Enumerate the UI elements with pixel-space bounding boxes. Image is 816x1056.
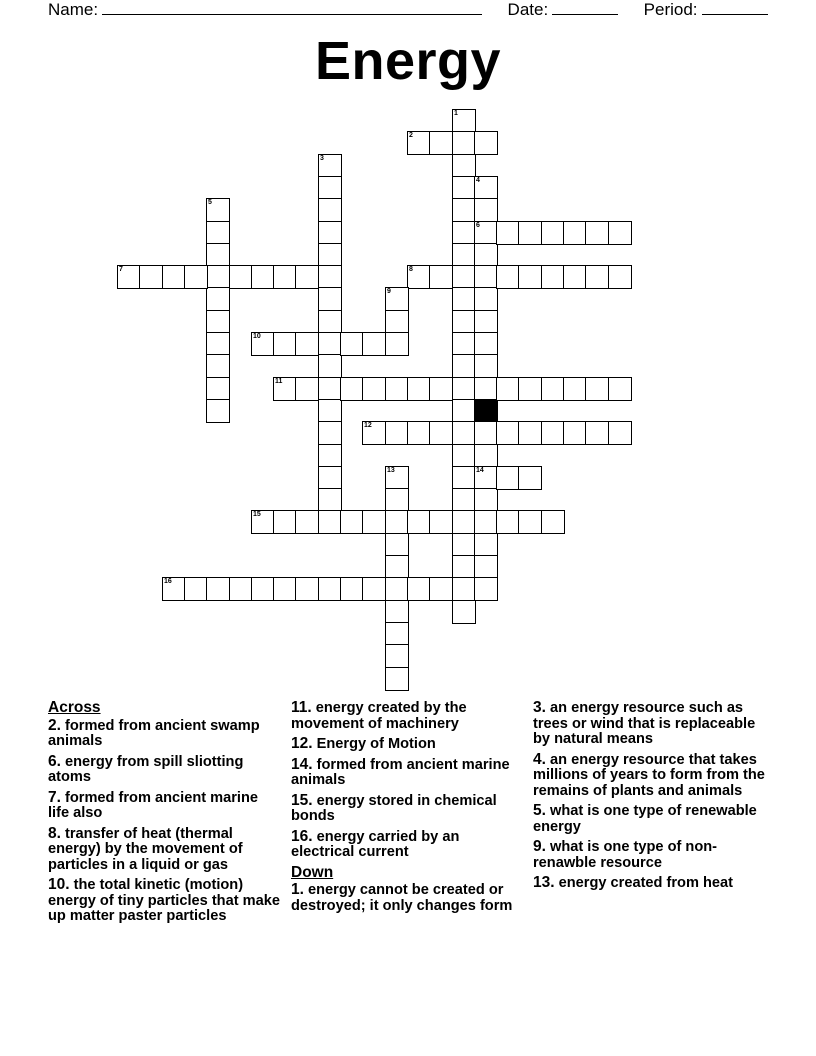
grid-cell[interactable] — [608, 377, 632, 401]
grid-cell[interactable] — [251, 332, 275, 356]
grid-cell[interactable] — [518, 377, 542, 401]
clue-number: 12. — [291, 735, 313, 752]
grid-cell[interactable] — [206, 577, 230, 601]
grid-cell[interactable] — [139, 265, 163, 289]
grid-cell[interactable] — [340, 332, 364, 356]
cell-number: 8 — [409, 266, 413, 273]
across-clue — [291, 829, 519, 861]
clue-number: 8. — [48, 824, 61, 842]
grid-cell[interactable] — [452, 176, 476, 200]
grid-cell[interactable] — [206, 221, 230, 245]
grid-cell[interactable] — [452, 198, 476, 222]
grid-cell[interactable] — [474, 198, 498, 222]
grid-cell[interactable] — [385, 555, 409, 579]
grid-cell[interactable] — [563, 221, 587, 245]
grid-cell[interactable] — [117, 265, 141, 289]
grid-cell[interactable] — [474, 533, 498, 557]
grid-cell[interactable] — [452, 154, 476, 178]
grid-cell[interactable] — [206, 287, 230, 311]
grid-cell[interactable] — [496, 466, 520, 490]
down-clue — [533, 803, 773, 835]
grid-cell[interactable] — [385, 488, 409, 512]
grid-cell[interactable] — [251, 265, 275, 289]
grid-cell[interactable] — [318, 243, 342, 267]
cell-number: 10 — [253, 333, 261, 340]
grid-cell[interactable] — [452, 533, 476, 557]
clue-text: the total kinetic (motion) energy of tiny particles that make up matter paster particles — [48, 877, 280, 924]
grid-cell[interactable] — [474, 577, 498, 601]
grid-cell[interactable] — [585, 377, 609, 401]
grid-cell[interactable] — [608, 265, 632, 289]
cell-number: 12 — [364, 422, 372, 429]
grid-cell[interactable] — [362, 421, 386, 445]
clue-text: energy created by the movement of machinery — [291, 700, 467, 732]
clue-text: Energy of Motion — [316, 736, 436, 752]
grid-cell[interactable] — [362, 510, 386, 534]
down-clue — [533, 839, 773, 871]
clue-text: what is one type of non-renawble resource — [533, 839, 718, 871]
clue-number: 2. — [48, 716, 61, 734]
grid-cell[interactable] — [385, 332, 409, 356]
across-clue — [291, 736, 519, 753]
grid-cell[interactable] — [541, 377, 565, 401]
clue-text: formed from ancient swamp animals — [48, 717, 260, 749]
grid-cell[interactable] — [474, 466, 498, 490]
grid-cell[interactable] — [407, 421, 431, 445]
grid-cell[interactable] — [318, 198, 342, 222]
clue-text: formed from ancient marine animals — [291, 756, 510, 788]
grid-cell[interactable] — [474, 265, 498, 289]
cell-number: 9 — [387, 288, 391, 295]
grid-cell[interactable] — [452, 265, 476, 289]
grid-cell[interactable] — [563, 265, 587, 289]
grid-cell[interactable] — [452, 444, 476, 468]
down-clue — [533, 700, 773, 748]
grid-cell[interactable] — [474, 510, 498, 534]
grid-cell[interactable] — [318, 221, 342, 245]
grid-cell[interactable] — [452, 466, 476, 490]
grid-cell[interactable] — [474, 287, 498, 311]
grid-cell[interactable] — [318, 510, 342, 534]
clue-number: 3. — [533, 699, 546, 716]
clue-text: energy from spill sliotting atoms — [48, 753, 244, 785]
grid-cell[interactable] — [385, 310, 409, 334]
grid-cell[interactable] — [474, 377, 498, 401]
clues-column-2 — [291, 700, 519, 918]
cell-number: 11 — [275, 378, 283, 385]
grid-cell[interactable] — [295, 332, 319, 356]
grid-cell[interactable] — [608, 421, 632, 445]
across-header: Across — [48, 699, 101, 716]
grid-cell[interactable] — [206, 354, 230, 378]
grid-cell[interactable] — [496, 510, 520, 534]
grid-cell[interactable] — [429, 377, 453, 401]
grid-cell[interactable] — [385, 377, 409, 401]
grid-cell[interactable] — [162, 577, 186, 601]
grid-cell[interactable] — [206, 399, 230, 423]
grid-cell[interactable] — [474, 354, 498, 378]
cell-number: 14 — [476, 467, 484, 474]
clue-number: 16. — [291, 827, 313, 845]
grid-cell[interactable] — [206, 310, 230, 334]
grid-cell[interactable] — [452, 555, 476, 579]
grid-cell[interactable] — [518, 510, 542, 534]
grid-cell[interactable] — [452, 577, 476, 601]
grid-cell[interactable] — [318, 466, 342, 490]
grid-cell[interactable] — [452, 421, 476, 445]
clue-number: 1. — [291, 881, 304, 898]
across-clue — [48, 754, 280, 786]
grid-cell[interactable] — [429, 510, 453, 534]
grid-cell[interactable] — [496, 377, 520, 401]
clue-text: energy cannot be created or destroyed; it only changes form — [291, 882, 513, 914]
grid-cell[interactable] — [518, 421, 542, 445]
grid-cell[interactable] — [585, 221, 609, 245]
grid-cell[interactable] — [608, 221, 632, 245]
grid-cell[interactable] — [407, 131, 431, 155]
grid-cell[interactable] — [273, 577, 297, 601]
grid-cell[interactable] — [385, 466, 409, 490]
grid-cell[interactable] — [340, 377, 364, 401]
across-clue — [48, 790, 280, 822]
grid-cell[interactable] — [585, 265, 609, 289]
grid-cell[interactable] — [273, 332, 297, 356]
grid-cell[interactable] — [474, 444, 498, 468]
grid-cell[interactable] — [385, 287, 409, 311]
grid-cell[interactable] — [206, 198, 230, 222]
grid-cell[interactable] — [385, 600, 409, 624]
grid-cell[interactable] — [496, 265, 520, 289]
across-clue — [48, 718, 280, 750]
grid-cell[interactable] — [362, 332, 386, 356]
grid-cell[interactable] — [385, 667, 409, 691]
grid-cell[interactable] — [541, 265, 565, 289]
grid-cell[interactable] — [318, 421, 342, 445]
grid-cell[interactable] — [452, 510, 476, 534]
grid-cell[interactable] — [295, 577, 319, 601]
clue-text: energy carried by an electrical current — [291, 828, 460, 860]
grid-cell[interactable] — [563, 377, 587, 401]
grid-cell[interactable] — [563, 421, 587, 445]
grid-cell[interactable] — [318, 176, 342, 200]
down-clue — [533, 875, 773, 892]
across-clue — [48, 826, 280, 874]
clue-number: 6. — [48, 752, 61, 770]
cell-number: 16 — [164, 578, 172, 585]
period-label: Period: — [643, 0, 698, 19]
grid-cell[interactable] — [273, 377, 297, 401]
grid-cell[interactable] — [229, 577, 253, 601]
grid-cell[interactable] — [206, 265, 230, 289]
page-title: Energy — [314, 31, 502, 91]
grid-cell[interactable] — [452, 109, 476, 133]
clue-number: 9. — [533, 838, 546, 855]
grid-cell[interactable] — [340, 510, 364, 534]
grid-cell[interactable] — [407, 265, 431, 289]
grid-cell[interactable] — [318, 310, 342, 334]
grid-cell[interactable] — [518, 466, 542, 490]
black-cell — [474, 399, 498, 423]
cell-number: 7 — [119, 266, 123, 273]
clue-number: 14. — [291, 755, 313, 773]
name-label: Name: — [48, 0, 99, 19]
grid-cell[interactable] — [206, 377, 230, 401]
grid-cell[interactable] — [518, 265, 542, 289]
cell-number: 15 — [253, 511, 261, 518]
grid-cell[interactable] — [206, 332, 230, 356]
grid-cell[interactable] — [385, 533, 409, 557]
grid-cell[interactable] — [429, 131, 453, 155]
down-header: Down — [291, 863, 334, 881]
grid-cell[interactable] — [474, 332, 498, 356]
grid-cell[interactable] — [318, 488, 342, 512]
down-clue — [533, 752, 773, 800]
grid-cell[interactable] — [318, 154, 342, 178]
grid-cell[interactable] — [474, 221, 498, 245]
grid-cell[interactable] — [385, 644, 409, 668]
grid-cell[interactable] — [541, 510, 565, 534]
grid-cell[interactable] — [474, 131, 498, 155]
date-label: Date: — [507, 0, 549, 19]
grid-cell[interactable] — [474, 310, 498, 334]
across-clue — [291, 757, 519, 789]
grid-cell[interactable] — [474, 421, 498, 445]
grid-cell[interactable] — [452, 332, 476, 356]
grid-cell[interactable] — [407, 377, 431, 401]
clue-text: an energy resource that takes millions of years to form from the remains of plants and animals — [533, 751, 765, 799]
grid-cell[interactable] — [518, 221, 542, 245]
grid-cell[interactable] — [452, 287, 476, 311]
clue-text: transfer of heat (thermal energy) by the movement of particles in a liquid or gas — [48, 825, 243, 873]
clue-text: energy stored in chemical bonds — [291, 792, 497, 824]
grid-cell[interactable] — [452, 377, 476, 401]
grid-cell[interactable] — [429, 577, 453, 601]
grid-cell[interactable] — [295, 265, 319, 289]
grid-cell[interactable] — [429, 265, 453, 289]
cell-number: 2 — [409, 132, 413, 139]
grid-cell[interactable] — [318, 332, 342, 356]
clue-number: 13. — [533, 874, 555, 891]
across-clue — [291, 793, 519, 825]
grid-cell[interactable] — [474, 243, 498, 267]
clue-number: 4. — [533, 750, 546, 768]
grid-cell[interactable] — [385, 421, 409, 445]
grid-cell[interactable] — [318, 377, 342, 401]
clue-number: 10. — [48, 876, 70, 893]
clue-number: 11. — [291, 699, 312, 716]
grid-cell[interactable] — [452, 221, 476, 245]
grid-cell[interactable] — [452, 354, 476, 378]
grid-cell[interactable] — [318, 287, 342, 311]
clue-number: 7. — [48, 788, 61, 806]
grid-cell[interactable] — [362, 577, 386, 601]
grid-cell[interactable] — [318, 265, 342, 289]
grid-cell[interactable] — [318, 399, 342, 423]
grid-cell[interactable] — [295, 510, 319, 534]
grid-cell[interactable] — [585, 421, 609, 445]
grid-cell[interactable] — [452, 310, 476, 334]
across-clue — [291, 700, 519, 732]
grid-cell[interactable] — [318, 354, 342, 378]
grid-cell[interactable] — [496, 221, 520, 245]
grid-cell[interactable] — [407, 510, 431, 534]
clue-number: 15. — [291, 791, 313, 809]
grid-cell[interactable] — [452, 600, 476, 624]
grid-cell[interactable] — [251, 510, 275, 534]
grid-cell[interactable] — [385, 577, 409, 601]
grid-cell[interactable] — [340, 577, 364, 601]
grid-cell[interactable] — [474, 176, 498, 200]
grid-cell[interactable] — [318, 577, 342, 601]
grid-cell[interactable] — [362, 377, 386, 401]
clue-text: an energy resource such as trees or wind that is replaceable by natural means — [533, 700, 756, 747]
grid-cell[interactable] — [541, 221, 565, 245]
grid-cell[interactable] — [496, 421, 520, 445]
grid-cell[interactable] — [206, 243, 230, 267]
grid-cell[interactable] — [452, 131, 476, 155]
grid-cell[interactable] — [273, 265, 297, 289]
grid-cell[interactable] — [251, 577, 275, 601]
grid-cell[interactable] — [474, 488, 498, 512]
grid-cell[interactable] — [429, 421, 453, 445]
clue-number: 5. — [533, 802, 546, 819]
grid-cell[interactable] — [385, 510, 409, 534]
grid-cell[interactable] — [407, 577, 431, 601]
cell-number: 5 — [208, 199, 212, 206]
cell-number: 13 — [387, 467, 395, 474]
grid-cell[interactable] — [541, 421, 565, 445]
cell-number: 1 — [454, 110, 458, 117]
grid-cell[interactable] — [184, 265, 208, 289]
cell-number: 6 — [476, 222, 480, 229]
grid-cell[interactable] — [273, 510, 297, 534]
grid-cell[interactable] — [318, 444, 342, 468]
grid-cell[interactable] — [474, 555, 498, 579]
cell-number: 3 — [320, 155, 324, 162]
clue-text: what is one type of renewable energy — [533, 803, 757, 835]
clue-text: formed from ancient marine life also — [48, 789, 259, 821]
across-clue — [48, 877, 280, 925]
grid-cell[interactable] — [452, 488, 476, 512]
grid-cell[interactable] — [184, 577, 208, 601]
grid-cell[interactable] — [229, 265, 253, 289]
grid-cell[interactable] — [452, 243, 476, 267]
clues-column-1 — [48, 700, 280, 929]
grid-cell[interactable] — [295, 377, 319, 401]
cell-number: 4 — [476, 177, 480, 184]
down-clue — [291, 882, 519, 914]
grid-cell[interactable] — [385, 622, 409, 646]
grid-cell[interactable] — [162, 265, 186, 289]
grid-cell[interactable] — [452, 399, 476, 423]
clue-text: energy created from heat — [558, 875, 734, 891]
clues-column-3 — [533, 700, 773, 896]
